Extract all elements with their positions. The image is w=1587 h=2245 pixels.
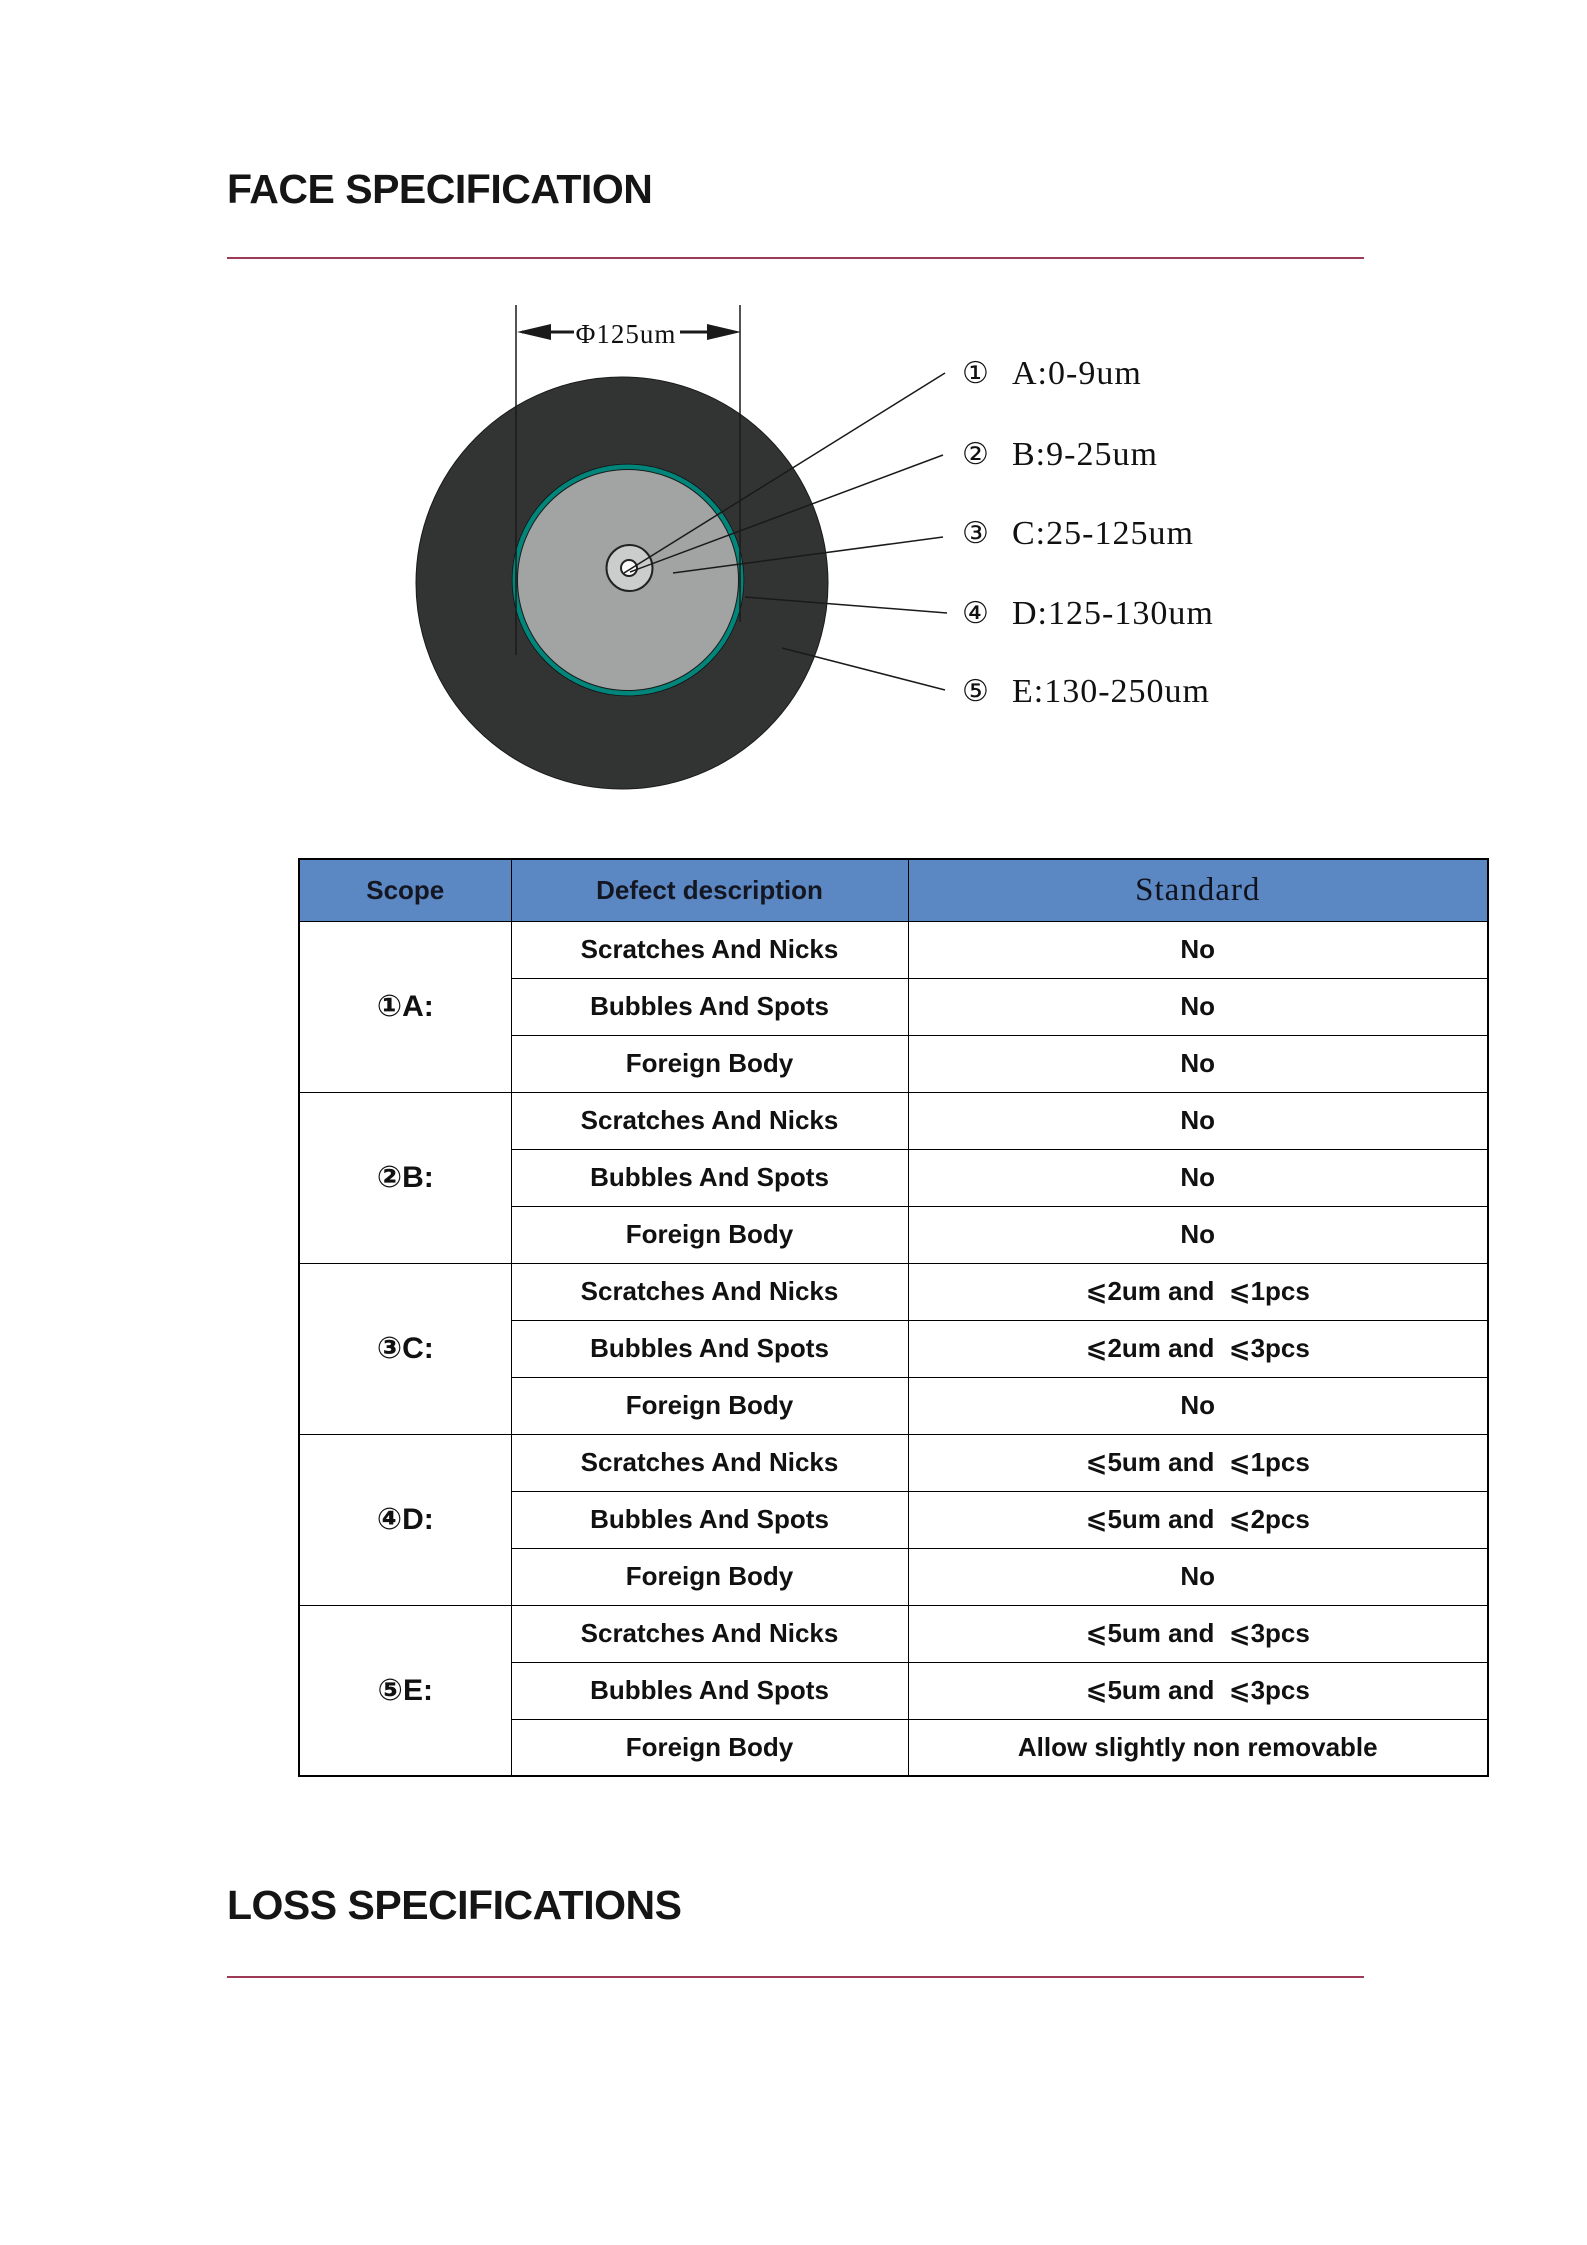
- arrowhead-left-icon: [517, 324, 551, 340]
- standard-cell: No: [908, 921, 1488, 978]
- standard-cell: No: [908, 1206, 1488, 1263]
- header-scope: Scope: [299, 859, 511, 921]
- callout-num-d: ④: [962, 597, 989, 630]
- scope-cell-a: ①A:: [299, 921, 511, 1092]
- standard-cell: ⩽5um and ⩽1pcs: [908, 1434, 1488, 1491]
- defect-cell: Scratches And Nicks: [511, 921, 908, 978]
- defect-cell: Bubbles And Spots: [511, 1149, 908, 1206]
- header-defect-description: Defect description: [511, 859, 908, 921]
- header-standard: Standard: [908, 859, 1488, 921]
- callout-label-d: D:125-130um: [1012, 595, 1214, 632]
- standard-cell: No: [908, 1035, 1488, 1092]
- defect-cell: Foreign Body: [511, 1548, 908, 1605]
- loss-specifications-title: LOSS SPECIFICATIONS: [227, 1882, 682, 1928]
- section-divider: [227, 1976, 1364, 1978]
- standard-cell: ⩽5um and ⩽3pcs: [908, 1605, 1488, 1662]
- standard-cell: ⩽2um and ⩽3pcs: [908, 1320, 1488, 1377]
- standard-cell: No: [908, 1377, 1488, 1434]
- callout-num-c: ③: [962, 517, 989, 550]
- table-row: [299, 1434, 1488, 1491]
- scope-cell-d: ④D:: [299, 1434, 511, 1605]
- defect-cell: Scratches And Nicks: [511, 1263, 908, 1320]
- table-row: [299, 1263, 1488, 1320]
- dimension-label: Φ125um: [575, 319, 677, 349]
- standard-cell: ⩽5um and ⩽3pcs: [908, 1662, 1488, 1719]
- scope-cell-e: ⑤E:: [299, 1605, 511, 1776]
- callout-label-a: A:0-9um: [1012, 355, 1142, 392]
- standard-cell: No: [908, 1092, 1488, 1149]
- defect-cell: Bubbles And Spots: [511, 1662, 908, 1719]
- callout-label-b: B:9-25um: [1012, 436, 1158, 473]
- table-header-row: [299, 859, 1488, 921]
- defect-cell: Bubbles And Spots: [511, 1491, 908, 1548]
- standard-cell: No: [908, 1149, 1488, 1206]
- table-row: [299, 921, 1488, 978]
- standard-cell: No: [908, 1548, 1488, 1605]
- arrowhead-right-icon: [707, 324, 741, 340]
- callout-num-a: ①: [962, 357, 989, 390]
- table-row: [299, 1605, 1488, 1662]
- defect-cell: Foreign Body: [511, 1206, 908, 1263]
- defect-cell: Scratches And Nicks: [511, 1092, 908, 1149]
- section-divider: [227, 257, 1364, 259]
- scope-cell-b: ②B:: [299, 1092, 511, 1263]
- callout-num-e: ⑤: [962, 675, 989, 708]
- fiber-end-face-diagram: [380, 280, 1260, 820]
- defect-cell: Foreign Body: [511, 1035, 908, 1092]
- defect-cell: Bubbles And Spots: [511, 978, 908, 1035]
- standard-cell: ⩽2um and ⩽1pcs: [908, 1263, 1488, 1320]
- callout-label-c: C:25-125um: [1012, 515, 1194, 552]
- defect-cell: Foreign Body: [511, 1377, 908, 1434]
- standard-cell: No: [908, 978, 1488, 1035]
- callout-label-e: E:130-250um: [1012, 673, 1210, 710]
- core-circle: [621, 560, 637, 576]
- defect-cell: Foreign Body: [511, 1719, 908, 1776]
- defect-cell: Bubbles And Spots: [511, 1320, 908, 1377]
- face-specification-title: FACE SPECIFICATION: [227, 166, 653, 212]
- scope-cell-c: ③C:: [299, 1263, 511, 1434]
- table-row: [299, 1092, 1488, 1149]
- standard-cell: Allow slightly non removable: [908, 1719, 1488, 1776]
- callout-num-b: ②: [962, 438, 989, 471]
- face-spec-table: [298, 858, 1489, 1777]
- defect-cell: Scratches And Nicks: [511, 1605, 908, 1662]
- defect-cell: Scratches And Nicks: [511, 1434, 908, 1491]
- standard-cell: ⩽5um and ⩽2pcs: [908, 1491, 1488, 1548]
